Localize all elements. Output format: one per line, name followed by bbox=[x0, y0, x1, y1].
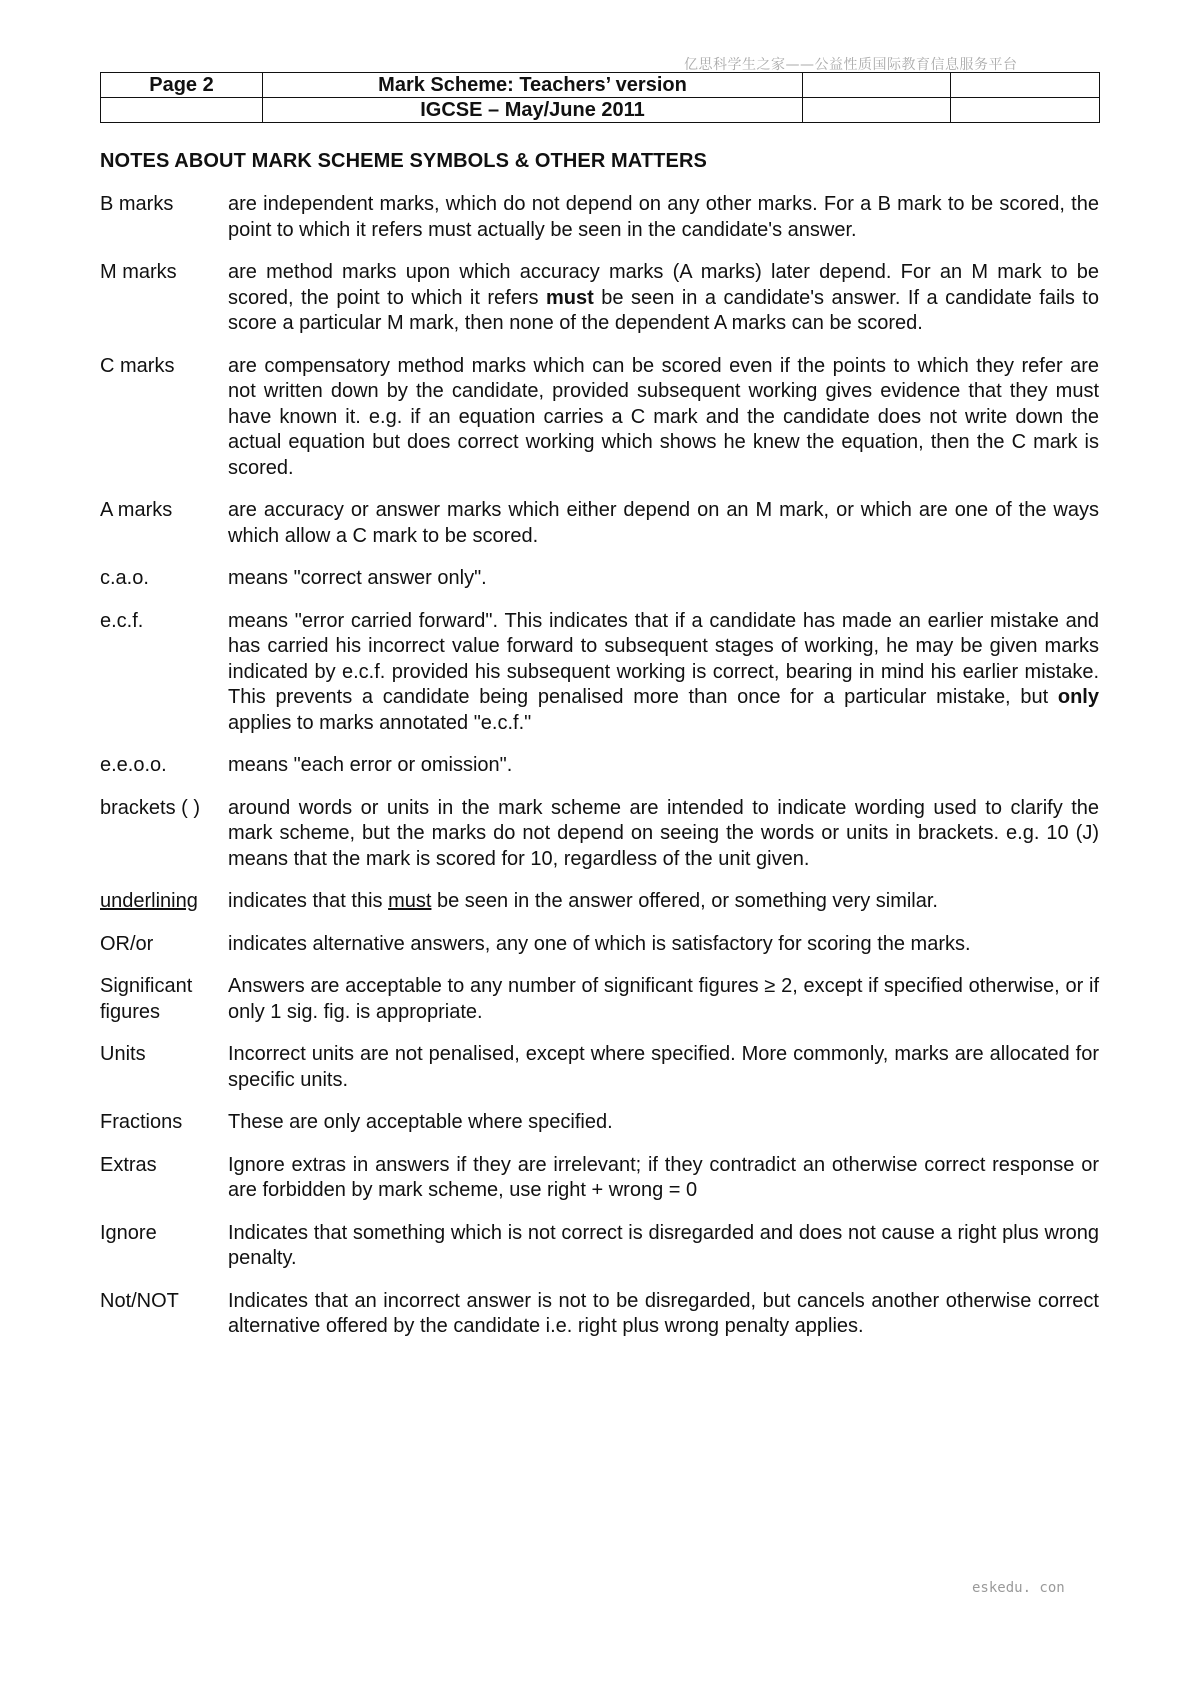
entry-term: Fractions bbox=[100, 1111, 183, 1133]
page-heading: NOTES ABOUT MARK SCHEME SYMBOLS & OTHER MATTERS bbox=[100, 150, 707, 172]
entry-description: These are only acceptable where specified. bbox=[228, 1111, 613, 1133]
header-empty-cell bbox=[803, 98, 951, 123]
watermark-bottom: eskedu. con bbox=[972, 1580, 1065, 1596]
entry-term: A marks bbox=[100, 499, 173, 521]
entry-underlining bbox=[100, 889, 1099, 915]
watermark-top: 亿思科学生之家——公益性质国际教育信息服务平台 bbox=[684, 57, 1018, 73]
entry-description: means "correct answer only". bbox=[228, 567, 487, 589]
entry-term: Extras bbox=[100, 1153, 157, 1176]
header-empty-cell bbox=[951, 98, 1100, 123]
entry-term: C marks bbox=[100, 354, 175, 377]
entry-term: underlining bbox=[100, 890, 198, 912]
desc-text: applies to marks annotated "e.c.f." bbox=[228, 711, 532, 734]
entry-term: e.c.f. bbox=[100, 609, 144, 632]
header-empty-cell bbox=[803, 73, 951, 98]
desc-text: are method marks upon which accuracy marks (A marks) later depend. For an M mark to be scored, the point to which it refers bbox=[228, 261, 1099, 309]
entry-description bbox=[228, 609, 1099, 737]
desc-text: be seen in the answer offered, or something very similar. bbox=[431, 890, 938, 912]
entry-description: around words or units in the mark scheme are intended to indicate wording used to clarify the mark scheme, but the marks do not depend on seeing the words or units in brackets. e.g. 10 (J) means that the mark is scored for 10, regardless of the unit given. bbox=[228, 796, 1099, 870]
entry-term: OR/or bbox=[100, 932, 154, 955]
entry-description: means "each error or omission". bbox=[228, 754, 513, 776]
entry-b-marks bbox=[100, 192, 1099, 243]
entry-significant-figures bbox=[100, 974, 1099, 1025]
desc-bold-text: only bbox=[1057, 686, 1099, 708]
desc-underlined-text: must bbox=[388, 890, 432, 912]
header-empty-cell bbox=[951, 73, 1100, 98]
desc-text: be seen in a candidate's answer. If a candidate fails to score a particular M mark, then none of the dependent A marks can be scored. bbox=[228, 286, 1099, 334]
notes-list bbox=[100, 192, 1099, 1357]
entry-ignore bbox=[100, 1221, 1099, 1272]
entry-description: Answers are acceptable to any number of significant figures ≥ 2, except if specified otherwise, or if only 1 sig. fig. is appropriate. bbox=[228, 975, 1099, 1023]
entry-or bbox=[100, 932, 1099, 958]
header-page: Page 2 bbox=[101, 73, 263, 98]
entry-description: Indicates that something which is not correct is disregarded and does not cause a right plus wrong penalty. bbox=[228, 1221, 1099, 1269]
entry-m-marks bbox=[100, 260, 1099, 337]
entry-description: Indicates that an incorrect answer is not to be disregarded, but cancels another otherwise correct alternative offered by the candidate i.e. right plus wrong penalty applies. bbox=[228, 1289, 1099, 1337]
entry-brackets bbox=[100, 796, 1099, 873]
header-table bbox=[100, 72, 1100, 123]
entry-fractions bbox=[100, 1110, 1099, 1136]
desc-text: indicates that this bbox=[228, 890, 389, 912]
entry-term: c.a.o. bbox=[100, 567, 149, 589]
desc-text: means "error carried forward". This indicates that if a candidate has made an earlier mistake and has carried his incorrect value forward to subsequent stages of working, he may be given marks indicated by e.c.f. provided his subsequent working is correct, bearing in mind his earlier mistake. This prevents a candidate being penalised more than once for a particular mistake, but bbox=[228, 609, 1099, 708]
entry-description: are compensatory method marks which can be scored even if the points to which they refer are not written down by the candidate, provided subsequent working gives evidence that they must have known it. e.g. if an equation carries a C mark and the candidate does not write down the actual equation but does correct working which shows he knew the equation, then the C mark is scored. bbox=[228, 354, 1099, 479]
entry-description bbox=[228, 260, 1099, 337]
term-line: figures bbox=[100, 1000, 161, 1023]
entry-not bbox=[100, 1289, 1099, 1340]
desc-bold-text: must bbox=[546, 286, 594, 309]
header-title: Mark Scheme: Teachers’ version bbox=[263, 73, 803, 98]
entry-description: Ignore extras in answers if they are irrelevant; if they contradict an otherwise correct response or are forbidden by mark scheme, use right + wrong = 0 bbox=[228, 1153, 1099, 1201]
entry-cao bbox=[100, 566, 1099, 592]
entry-term: Ignore bbox=[100, 1221, 157, 1244]
header-empty-cell bbox=[101, 98, 263, 123]
entry-ecf bbox=[100, 609, 1099, 737]
entry-description: are independent marks, which do not depend on any other marks. For a B mark to be scored, the point to which it refers must actually be seen in the candidate's answer. bbox=[228, 193, 1099, 241]
entry-term: e.e.o.o. bbox=[100, 754, 167, 776]
term-line: Significant bbox=[100, 975, 193, 997]
entry-extras bbox=[100, 1153, 1099, 1204]
entry-description bbox=[228, 889, 1099, 915]
header-subtitle: IGCSE – May/June 2011 bbox=[263, 98, 803, 123]
entry-term: B marks bbox=[100, 193, 174, 215]
entry-term: Not/NOT bbox=[100, 1289, 179, 1312]
entry-c-marks bbox=[100, 354, 1099, 482]
entry-description: indicates alternative answers, any one of which is satisfactory for scoring the marks. bbox=[228, 932, 971, 955]
entry-eeoo bbox=[100, 753, 1099, 779]
entry-term: Units bbox=[100, 1043, 146, 1065]
entry-a-marks bbox=[100, 498, 1099, 549]
entry-description: are accuracy or answer marks which either depend on an M mark, or which are one of the ways which allow a C mark to be scored. bbox=[228, 499, 1099, 547]
entry-units bbox=[100, 1042, 1099, 1093]
entry-description: Incorrect units are not penalised, except where specified. More commonly, marks are allocated for specific units. bbox=[228, 1043, 1099, 1091]
entry-term: M marks bbox=[100, 261, 177, 283]
entry-term bbox=[100, 974, 228, 1025]
entry-term: brackets ( ) bbox=[100, 796, 201, 819]
